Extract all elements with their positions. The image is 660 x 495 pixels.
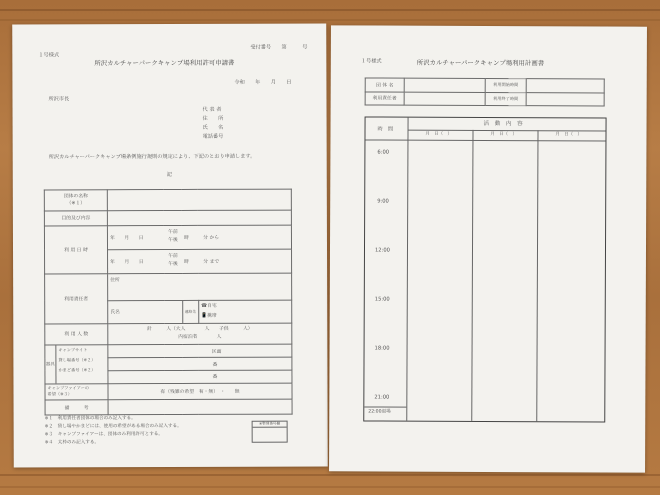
phone-label: 電話番号 [202, 133, 224, 140]
group-name-field[interactable] [404, 78, 485, 92]
time-slot: 21:00 [374, 394, 390, 401]
contact-field[interactable] [199, 300, 292, 323]
office-stamp-box [252, 421, 288, 443]
date-to-field[interactable]: 年 月 日 [108, 249, 165, 273]
declaration-text: 所沢カルチャーパークキャンプ場条例施行規則の規定により、下記のとおり申請します。 [48, 153, 256, 161]
group-name-label: 団体の名称 [63, 194, 88, 200]
wood-grain [0, 474, 660, 476]
end-time-label: 利用終了時間 [485, 92, 526, 106]
fire-label [45, 383, 108, 400]
note-3: ※３ キャンプファイアーは、団体のみ利用許可とする。 [44, 432, 163, 438]
plan-title: 所沢カルチャーパークキャンプ場利用計画書 [416, 58, 545, 68]
grid-line [471, 130, 473, 421]
application-table [44, 189, 293, 416]
pm-label: 午後 [168, 238, 178, 244]
time-header: 時 間 [377, 126, 394, 133]
purpose-label: 目的及び内容 [44, 211, 107, 226]
date-line: 令和 年 月 日 [234, 79, 292, 86]
time-slot: 6:00 [377, 149, 390, 156]
addressee: 所沢市長 [48, 96, 70, 103]
count-detail2: 内宿泊者 人 [178, 334, 222, 340]
receipt-number: 受付番号 第 号 [250, 44, 308, 51]
time-slot: 15:00 [374, 296, 390, 303]
group-name-label: 団 体 名 [365, 78, 404, 92]
day-column-3[interactable]: 月 日（ ） [555, 132, 582, 138]
rental-tent-label: 貸し場番号（※２） [58, 357, 96, 363]
use-date-label: 利 用 日 時 [44, 225, 107, 273]
grid-line [364, 406, 406, 407]
activity-grid [363, 116, 606, 422]
bbq-number-field[interactable]: 番 [108, 370, 292, 383]
wood-grain [0, 9, 660, 11]
time-from-field[interactable]: 時 分 から [182, 225, 292, 249]
start-time-label: 利用開始時間 [485, 78, 526, 92]
end-time-field[interactable] [526, 92, 604, 106]
camp-site-label: キャンプサイト [58, 347, 88, 353]
address-label: 住 所 [202, 115, 224, 122]
note-2: ※２ 貸し場やかまどには、使用の希望がある場合のみ記入する。 [44, 423, 182, 430]
ampm-from[interactable] [164, 225, 182, 249]
grid-line [406, 118, 408, 421]
form-title: 所沢カルチャーパークキャンプ場利用許可申請書 [94, 58, 235, 68]
note-4: ※４ 太枠のみ記入する。 [44, 440, 100, 446]
time-slot-exit: 22:00退場 [368, 409, 391, 415]
am-label: 午前 [168, 230, 178, 236]
representative-label: 代 表 者 [202, 106, 222, 113]
count-label: 利 用 人 数 [45, 324, 108, 345]
time-to-field[interactable]: 時 分 まで [182, 249, 292, 273]
pm-label: 午後 [168, 262, 178, 268]
group-name-field[interactable] [107, 189, 291, 211]
note1-label: （※１） [66, 201, 86, 207]
activity-header: 活 動 内 容 [483, 120, 523, 128]
user-address-field[interactable]: 住所 [108, 273, 292, 301]
plan-header-table [365, 77, 605, 106]
form-number: １号様式 [360, 58, 382, 65]
application-form-sheet [12, 23, 328, 467]
office-stamp-label: ※整理番号欄 [253, 422, 287, 428]
grid-line [536, 130, 538, 421]
name-label: 氏 名 [202, 124, 224, 131]
fire-label-1: キャンプファイアーの [47, 385, 90, 391]
time-slot: 18:00 [374, 345, 390, 352]
wood-grain [0, 19, 660, 21]
equipment-label: 器具 [45, 345, 56, 383]
time-slot: 12:00 [374, 247, 390, 254]
equipment-group [45, 345, 108, 384]
date-from-field[interactable]: 年 月 日 [107, 225, 164, 249]
start-time-field[interactable] [526, 79, 604, 93]
fire-field[interactable]: 有（残雑の希望 有・無） ・ 無 [108, 383, 292, 400]
grid-line [365, 139, 605, 141]
fire-label-2: 希望（※３） [47, 391, 72, 397]
home-phone-label: ☎自宅 [201, 303, 217, 309]
group-name-cell [44, 190, 107, 211]
mobile-phone-label: 📱携帯 [201, 313, 217, 319]
purpose-field[interactable] [107, 210, 291, 225]
ki-heading: 記 [166, 171, 172, 179]
day-column-1[interactable]: 月 日（ ） [425, 131, 452, 137]
form-number: １号様式 [38, 52, 60, 59]
user-name-field[interactable]: 氏名 [108, 300, 183, 323]
count-detail: 計 人（大人 人 子供 人） [147, 326, 253, 332]
manager-field[interactable] [404, 92, 485, 106]
user-label: 利用責任者 [45, 273, 108, 323]
ampm-to[interactable] [164, 249, 182, 273]
plan-sheet [329, 25, 647, 472]
note-1: ※１ 利用責任者団体の場合のみ記入する。 [44, 416, 136, 422]
manager-label: 利用責任者 [365, 91, 404, 105]
am-label: 午前 [168, 254, 178, 260]
contact-label: 連絡先 [182, 300, 198, 323]
tent-number-field[interactable]: 番 [108, 357, 292, 370]
remarks-field[interactable] [108, 399, 292, 414]
count-field[interactable] [108, 323, 292, 345]
rental-bbq-label: かまど番号（※２） [58, 367, 96, 373]
time-slot: 9:00 [377, 198, 389, 205]
wood-grain [0, 486, 660, 488]
remarks-label: 備 考 [45, 400, 108, 415]
camp-site-field[interactable]: 区画 [108, 344, 292, 358]
day-column-2[interactable]: 月 日（ ） [490, 132, 517, 138]
